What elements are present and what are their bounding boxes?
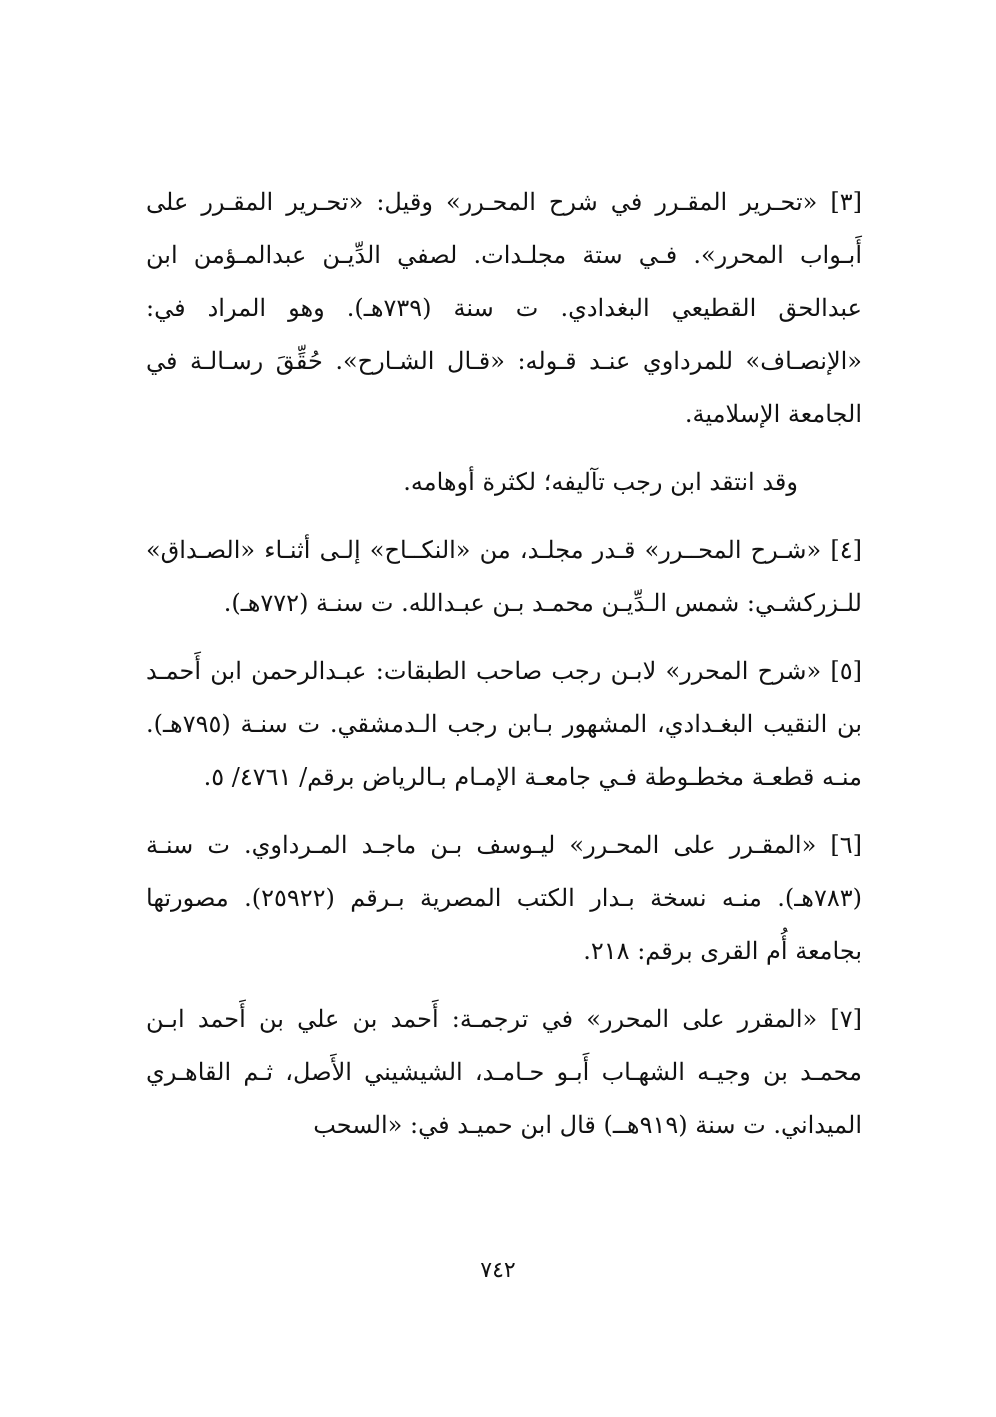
paragraph-entry-4: [٤] «شـرح المحــرر» قـدر مجلـد، من «النكــاح» إلـى أثنـاء «الصـداق» للـزركشـي: شمس الـدِّيـن محمـد بـن عبـدالله. ت سنـة (٧٧٢هـ). <box>146 536 862 617</box>
page-number: ٧٤٢ <box>480 1258 516 1283</box>
paragraph-entry-7: [٧] «المقرر على المحرر» في ترجمـة: أَحمد بن علي بن أَحمد ابـن محمـد بن وجيـه الشهـاب أَبـو حـامـد، الشيشيني الأَصل، ثـم القاهـري الميداني. ت سنة (٩١٩هــ) قال ابن حميـد في: «السحب <box>146 1005 863 1139</box>
paragraph-entry-6: [٦] «المقـرر على المحـرر» ليـوسف بـن ماجـد المـرداوي. ت سنـة (٧٨٣هـ). منـه نسخة بـدار الكتب المصرية بـرقم (٢٥٩٢٢). مصورتها بجامعة أُم القرى برقم: ٢١٨. <box>146 831 862 965</box>
paragraph-note: وقد انتقد ابن رجب تآليفه؛ لكثرة أوهامه. <box>403 468 798 496</box>
body-text <box>146 176 862 1152</box>
paragraph-entry-5: [٥] «شرح المحرر» لابـن رجب صاحب الطبقات: عبـدالرحمن ابن أَحمـد بن النقيب البغـدادي، المشهور بـابن رجب الـدمشقي. ت سنـة (٧٩٥هـ). منـه قطعـة مخطـوطة فـي جامعـة الإمـام بـالرياض برقم/ ٤٧٦١/ ٥. <box>146 657 862 791</box>
paragraph-entry-3: [٣] «تحـرير المقـرر في شرح المحـرر» وقيل: «تحـرير المقـرر على أَبـواب المحرر». فـي ستة مجلـدات. لصفي الدِّيـن عبدالمـؤمن ابن عبدالحق القطيعي البغدادي. ت سنة (٧٣٩هـ). وهو المراد في: «الإنصـاف» للمرداوي عنـد قـوله: «قـال الشـارح». حُقِّقَ رسـالـة في الجامعة الإسلامية. <box>146 188 862 428</box>
